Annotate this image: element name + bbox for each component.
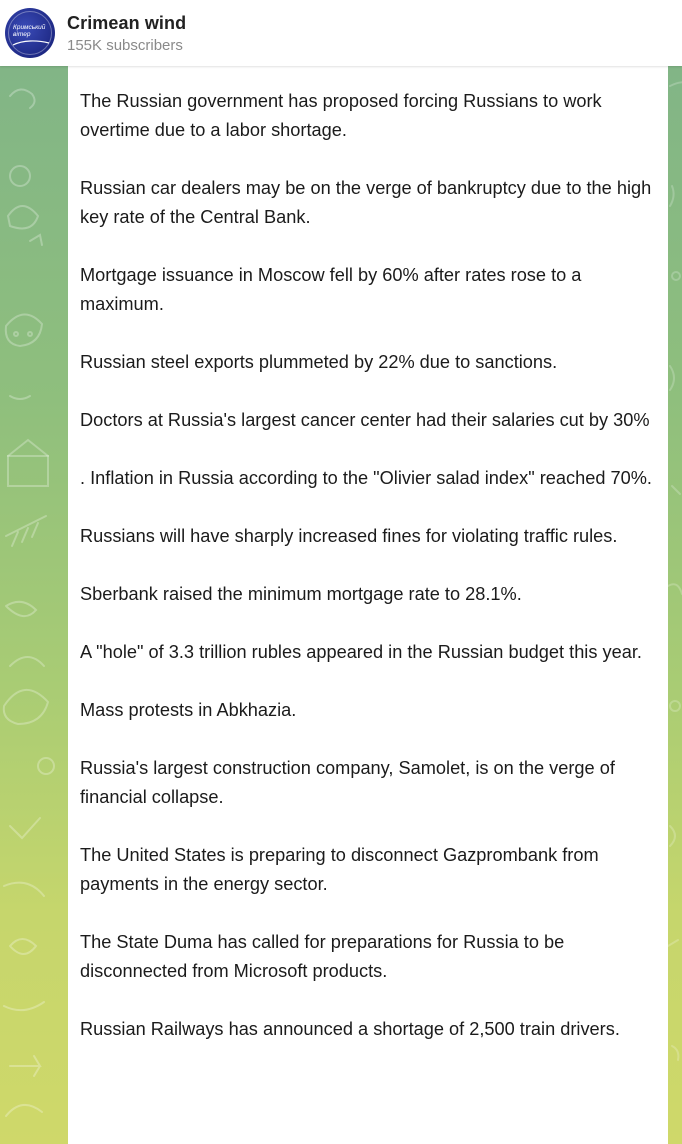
news-item: Russian Railways has announced a shortage of 2,500 train drivers. xyxy=(80,1019,620,1039)
news-item: Sberbank raised the minimum mortgage rate to 28.1%. xyxy=(80,584,522,604)
news-list xyxy=(68,66,668,1044)
news-item: The State Duma has called for preparations for Russia to be disconnected from Microsoft products. xyxy=(80,932,565,981)
subscriber-count: 155K subscribers xyxy=(67,37,183,54)
message-bubble[interactable] xyxy=(68,66,668,1144)
channel-header[interactable] xyxy=(0,0,682,66)
news-item: Russia's largest construction company, Samolet, is on the verge of financial collapse. xyxy=(80,758,615,807)
news-item: Mass protests in Abkhazia. xyxy=(80,700,297,720)
news-item: The Russian government has proposed forcing Russians to work overtime due to a labor shortage. xyxy=(80,91,602,140)
avatar-logo-text: Кримський вітер xyxy=(13,24,46,38)
news-item: Doctors at Russia's largest cancer center had their salaries cut by 30% xyxy=(80,410,650,430)
news-item: A "hole" of 3.3 trillion rubles appeared in the Russian budget this year. xyxy=(80,642,642,662)
news-item: Russians will have sharply increased fines for violating traffic rules. xyxy=(80,526,618,546)
news-item: . Inflation in Russia according to the "Olivier salad index" reached 70%. xyxy=(80,468,652,488)
news-item: Mortgage issuance in Moscow fell by 60% after rates rose to a maximum. xyxy=(80,265,582,314)
channel-title[interactable]: Crimean wind xyxy=(67,13,187,33)
channel-avatar[interactable] xyxy=(5,8,55,58)
news-item: Russian car dealers may be on the verge of bankruptcy due to the high key rate of the Central Bank. xyxy=(80,178,652,227)
news-item: Russian steel exports plummeted by 22% due to sanctions. xyxy=(80,352,558,372)
wind-swoosh-icon xyxy=(11,38,51,48)
news-item: The United States is preparing to disconnect Gazprombank from payments in the energy sector. xyxy=(80,845,599,894)
